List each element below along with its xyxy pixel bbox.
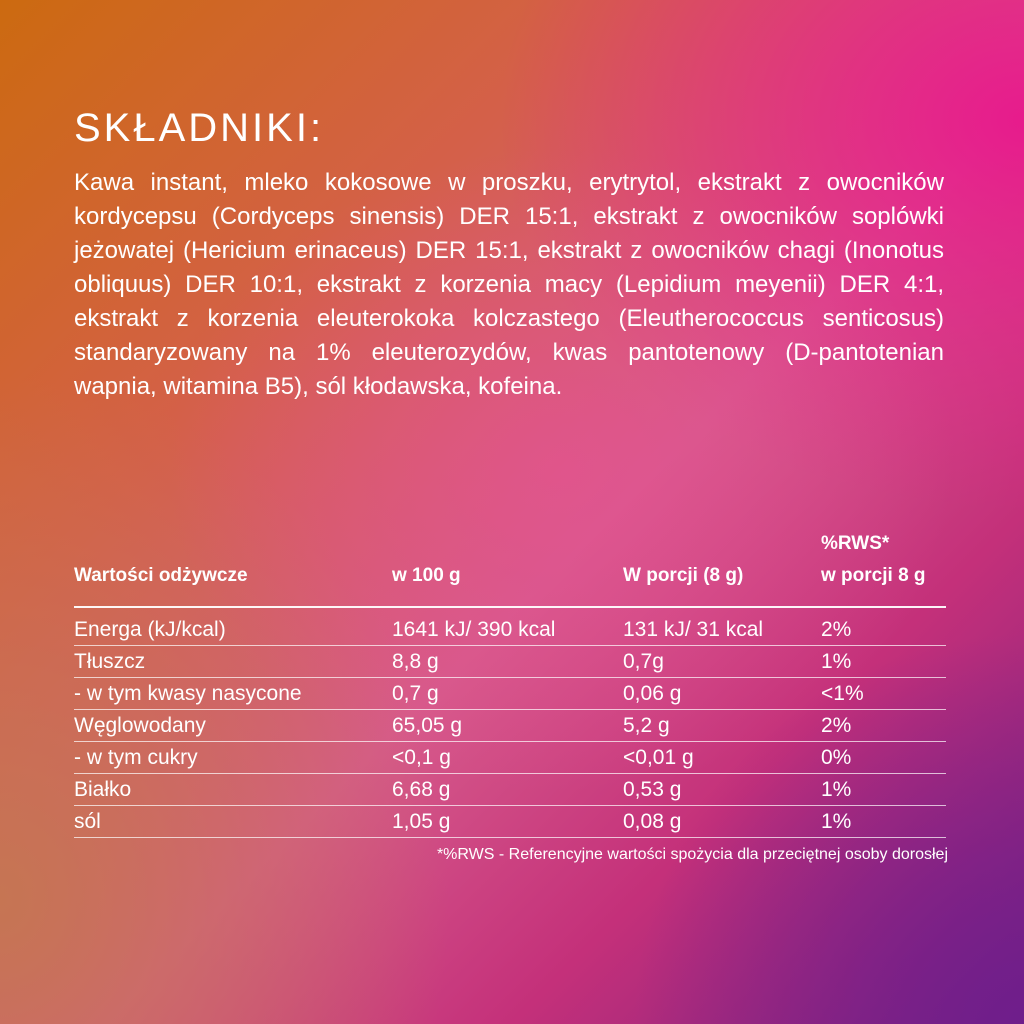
rws-footnote: *%RWS - Referencyjne wartości spożycia dla przeciętnej osoby dorosłej	[436, 846, 948, 863]
header-per-serving: W porcji (8 g)	[623, 528, 821, 607]
cell-per-serving: 131 kJ/ 31 kcal	[623, 607, 821, 646]
table-row	[74, 774, 946, 806]
cell-per-100g: 65,05 g	[392, 710, 623, 742]
ingredients-text: Kawa instant, mleko kokosowe w proszku, erytrytol, ekstrakt z owocników kordycepsu (Cordyceps sinensis) DER 15:1, ekstrakt z owocników soplówki jeżowatej (Hericium erinaceus) DER 15:1, ekstrakt z owocników chagi (Inonotus obliquus) DER 10:1, ekstrakt z korzenia macy (Lepidium meyenii) DER 4:1, ekstrakt z korzenia eleuterokoka kolczastego (Eleutherococcus senticosus) standaryzowany na 1% eleuterozydów, kwas pantotenowy (D-pantotenian wapnia, witamina B5), sól kłodawska, kofeina.	[74, 169, 944, 400]
cell-rws: <1%	[821, 678, 946, 710]
cell-per-serving: <0,01 g	[623, 742, 821, 774]
header-rws-line2: w porcji 8 g	[821, 565, 926, 586]
cell-per-serving: 0,08 g	[623, 806, 821, 838]
cell-per-100g: 8,8 g	[392, 646, 623, 678]
header-rws-line1: %RWS*	[821, 533, 890, 554]
cell-nutrient: - w tym kwasy nasycone	[74, 678, 392, 710]
cell-rws: 1%	[821, 806, 946, 838]
cell-rws: 2%	[821, 710, 946, 742]
cell-nutrient: - w tym cukry	[74, 742, 392, 774]
cell-nutrient: Węglowodany	[74, 710, 392, 742]
header-nutrition-values: Wartości odżywcze	[74, 528, 392, 607]
cell-per-100g: 1,05 g	[392, 806, 623, 838]
header-per-100g: w 100 g	[392, 528, 623, 607]
cell-rws: 2%	[821, 607, 946, 646]
table-row	[74, 806, 946, 838]
table-row	[74, 646, 946, 678]
cell-per-100g: <0,1 g	[392, 742, 623, 774]
section-title: SKŁADNIKI:	[74, 106, 325, 150]
cell-per-100g: 1641 kJ/ 390 kcal	[392, 607, 623, 646]
header-rws	[821, 528, 946, 607]
table-row	[74, 678, 946, 710]
cell-nutrient: Tłuszcz	[74, 646, 392, 678]
nutrition-table	[74, 528, 946, 838]
cell-per-serving: 0,7g	[623, 646, 821, 678]
cell-per-serving: 5,2 g	[623, 710, 821, 742]
cell-per-100g: 0,7 g	[392, 678, 623, 710]
cell-rws: 1%	[821, 646, 946, 678]
cell-per-serving: 0,06 g	[623, 678, 821, 710]
cell-nutrient: sól	[74, 806, 392, 838]
table-row	[74, 710, 946, 742]
cell-nutrient: Białko	[74, 774, 392, 806]
table-row	[74, 742, 946, 774]
table-row	[74, 607, 946, 646]
cell-per-100g: 6,68 g	[392, 774, 623, 806]
cell-rws: 0%	[821, 742, 946, 774]
cell-per-serving: 0,53 g	[623, 774, 821, 806]
nutrition-table-header-row	[74, 528, 946, 607]
cell-nutrient: Energa (kJ/kcal)	[74, 607, 392, 646]
cell-rws: 1%	[821, 774, 946, 806]
